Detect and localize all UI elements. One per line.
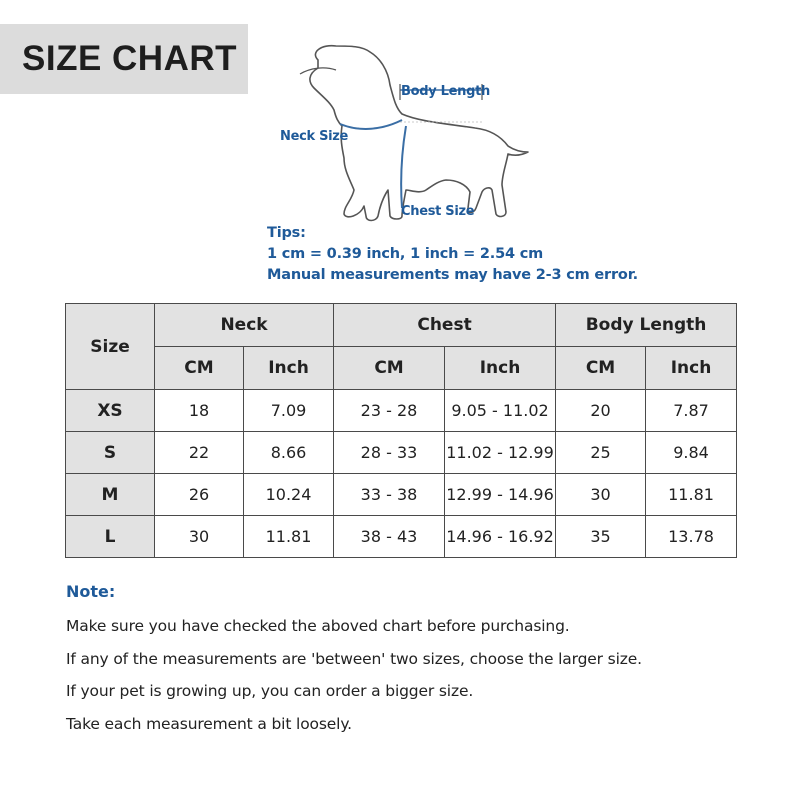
neck-cm-header: CM [155, 347, 244, 390]
table-row [66, 432, 737, 474]
note-line: If any of the measurements are 'between' two sizes, choose the larger size. [66, 649, 642, 668]
size-cell: S [66, 432, 155, 474]
table-cell: 11.81 [646, 474, 737, 516]
note-list [66, 614, 642, 744]
page-title: SIZE CHART [22, 39, 237, 78]
neck-group-header: Neck [155, 304, 334, 347]
table-cell: 25 [556, 432, 646, 474]
table-cell: 23 - 28 [334, 390, 445, 432]
table-cell: 9.84 [646, 432, 737, 474]
table-cell: 7.09 [244, 390, 334, 432]
table-cell: 30 [556, 474, 646, 516]
chest-inch-header: Inch [445, 347, 556, 390]
table-cell: 22 [155, 432, 244, 474]
table-cell: 38 - 43 [334, 516, 445, 558]
body-length-inch-header: Inch [646, 347, 737, 390]
size-column-header: Size [66, 304, 155, 390]
neck-size-label: Neck Size [280, 129, 349, 144]
note-line: Take each measurement a bit loosely. [66, 714, 352, 733]
table-cell: 33 - 38 [334, 474, 445, 516]
chest-size-label: Chest Size [401, 204, 475, 219]
table-cell: 26 [155, 474, 244, 516]
title-banner [0, 24, 248, 94]
size-cell: M [66, 474, 155, 516]
table-cell: 10.24 [244, 474, 334, 516]
table-cell: 28 - 33 [334, 432, 445, 474]
table-cell: 11.02 - 12.99 [445, 432, 556, 474]
tips-heading: Tips: [267, 225, 306, 241]
neck-inch-header: Inch [244, 347, 334, 390]
chest-group-header: Chest [334, 304, 556, 347]
tips-block [267, 223, 638, 286]
table-row [66, 474, 737, 516]
body-length-group-header: Body Length [556, 304, 737, 347]
table-cell: 8.66 [244, 432, 334, 474]
table-cell: 9.05 - 11.02 [445, 390, 556, 432]
note-heading: Note: [66, 582, 116, 601]
table-cell: 7.87 [646, 390, 737, 432]
table-cell: 35 [556, 516, 646, 558]
table-row [66, 390, 737, 432]
size-table [65, 303, 737, 558]
size-cell: XS [66, 390, 155, 432]
table-cell: 12.99 - 14.96 [445, 474, 556, 516]
table-cell: 11.81 [244, 516, 334, 558]
tips-conversion: 1 cm = 0.39 inch, 1 inch = 2.54 cm [267, 246, 543, 262]
body-length-label: Body Length [401, 84, 490, 99]
size-cell: L [66, 516, 155, 558]
tips-error-note: Manual measurements may have 2-3 cm error. [267, 267, 638, 283]
note-line: If your pet is growing up, you can order a bigger size. [66, 682, 474, 700]
note-line: Make sure you have checked the aboved chart before purchasing. [66, 617, 570, 635]
table-cell: 20 [556, 390, 646, 432]
body-length-cm-header: CM [556, 347, 646, 390]
table-cell: 14.96 - 16.92 [445, 516, 556, 558]
table-row [66, 516, 737, 558]
table-cell: 13.78 [646, 516, 737, 558]
table-cell: 30 [155, 516, 244, 558]
table-cell: 18 [155, 390, 244, 432]
chest-cm-header: CM [334, 347, 445, 390]
